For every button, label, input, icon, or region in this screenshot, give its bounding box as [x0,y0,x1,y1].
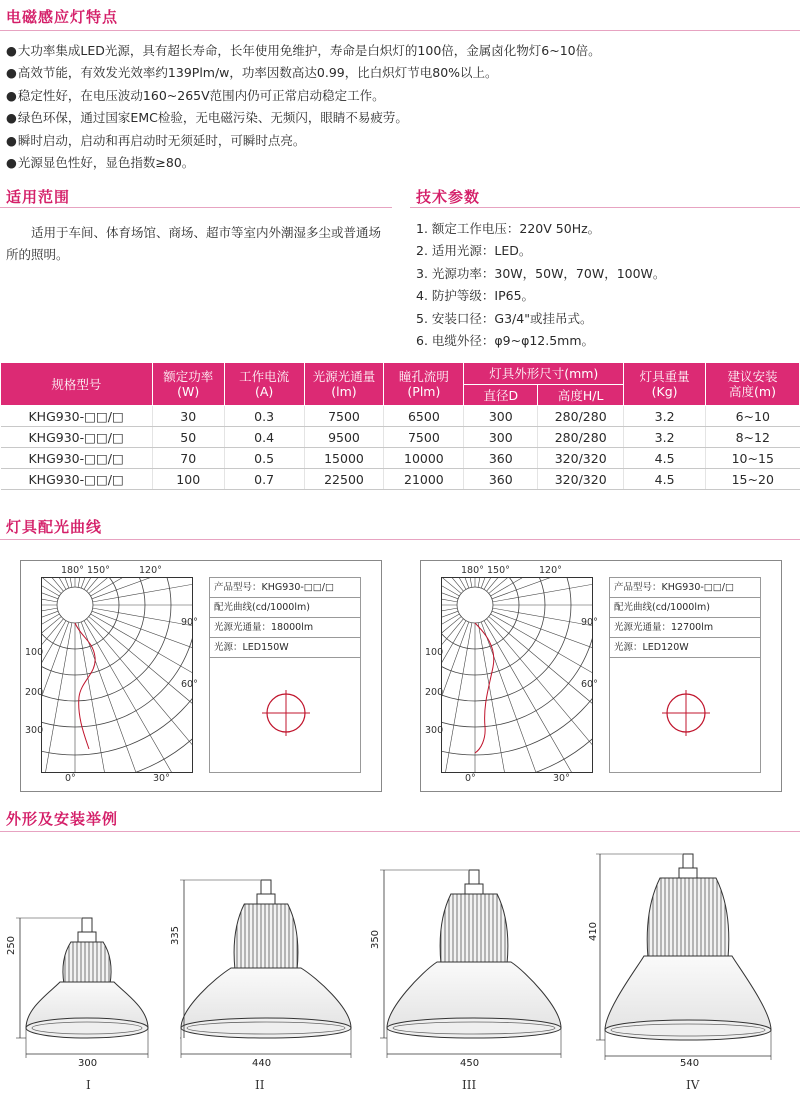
table-cell: 21000 [384,469,464,490]
table-row [1,469,800,490]
info-curve-unit: 配光曲线(cd/1000lm) [610,598,760,618]
table-cell: 0.3 [224,406,304,427]
usage-title: 适用范围 [6,188,71,206]
curve-info-1 [209,577,361,773]
table-cell: 280/280 [538,427,624,448]
angle-label: 0° [465,773,476,784]
info-source: 光源：LED150W [210,638,360,658]
table-cell: KHG930-□□/□ [1,448,153,469]
lamp-figure [180,880,351,1058]
polar-grid-2 [441,577,593,773]
table-cell: 3.2 [624,427,706,448]
angle-label: 60° [181,679,198,690]
lamp-height-label: 250 [6,935,18,956]
radial-label: 100 [425,647,444,658]
polar-grid-1 [41,577,193,773]
table-cell: 100 [152,469,224,490]
table-cell: 10000 [384,448,464,469]
table-cell: KHG930-□□/□ [1,427,153,448]
lamp-roman-label: II [255,1078,265,1092]
feature-item: ● 光源显色性好，显色指数≥80。 [6,152,796,174]
table-cell: 3.2 [624,406,706,427]
table-cell: 8~12 [706,427,800,448]
angle-label: 30° [553,773,570,784]
radial-label: 200 [25,687,44,698]
params-title: 技术参数 [416,188,481,206]
header-flux: 光源光通量 (lm) [304,363,384,406]
radial-label: 100 [25,647,44,658]
table-cell: KHG930-□□/□ [1,406,153,427]
table-cell: 7500 [384,427,464,448]
table-cell: 360 [464,448,538,469]
table-cell: 0.5 [224,448,304,469]
features-title-rule [0,30,800,31]
table-cell: 4.5 [624,448,706,469]
table-cell: 6500 [384,406,464,427]
info-source: 光源：LED120W [610,638,760,658]
param-item: 5. 安装口径：G3/4"或挂吊式。 [416,310,593,326]
feature-item: ● 稳定性好，在电压波动160~265V范围内仍可正常启动稳定工作。 [6,85,796,107]
feature-item: ● 大功率集成LED光源，具有超长寿命，长年使用免维护，寿命是白炽灯的100倍，金属卤化物灯6~10倍。 [6,40,796,62]
table-cell: 320/320 [538,469,624,490]
table-cell: 0.7 [224,469,304,490]
param-item: 1. 额定工作电压：220V 50Hz。 [416,221,601,236]
angle-label: 180° [461,565,484,576]
lamp-drawings [0,840,800,1070]
lamp-figure [16,918,148,1058]
table-cell: 4.5 [624,469,706,490]
angle-label: 60° [581,679,598,690]
table-cell: 50 [152,427,224,448]
info-curve-unit: 配光曲线(cd/1000lm) [210,598,360,618]
table-cell: 15000 [304,448,384,469]
table-cell: 280/280 [538,406,624,427]
feature-item: ● 绿色环保，通过国家EMC检验，无电磁污染、无频闪，眼睛不易疲劳。 [6,107,796,129]
usage-title-rule [0,207,392,208]
header-install: 建议安装 高度(m) [706,363,800,406]
param-item: 4. 防护等级：IP65。 [416,288,535,304]
crosshair-icon [660,688,712,738]
header-diameter: 直径D [464,385,538,406]
usage-text: 适用于车间、体育场馆、商场、超市等室内外潮湿多尘或普通场所的照明。 [6,225,382,262]
features-title: 电磁感应灯特点 [6,8,119,26]
lamp-figure [596,854,771,1060]
table-cell: KHG930-□□/□ [1,469,153,490]
table-cell: 7500 [304,406,384,427]
table-row [1,406,800,427]
param-item: 6. 电缆外径：φ9~φ12.5mm。 [416,332,595,348]
params-list [416,218,796,352]
shape-title: 外形及安装举例 [6,810,119,828]
table-cell: 70 [152,448,224,469]
angle-label: 0° [65,773,76,784]
lamp-figure [380,870,561,1058]
header-current: 工作电流 (A) [224,363,304,406]
header-model: 规格型号 [1,363,153,406]
table-cell: 6~10 [706,406,800,427]
info-model: 产品型号：KHG930-□□/□ [210,578,360,598]
angle-label: 90° [581,617,598,628]
lamp-width-label: 540 [680,1058,700,1069]
table-cell: 22500 [304,469,384,490]
param-item: 3. 光源功率：30W，50W，70W，100W。 [416,265,666,281]
lamp-width-label: 450 [460,1058,480,1069]
radial-label: 200 [425,687,444,698]
feature-item: ● 瞬时启动，启动和再启动时无须延时，可瞬时点亮。 [6,130,796,152]
info-model: 产品型号：KHG930-□□/□ [610,578,760,598]
crosshair-icon [260,688,312,738]
lamp-width-label: 300 [78,1058,98,1069]
radial-label: 300 [425,725,444,736]
table-cell: 10~15 [706,448,800,469]
table-cell: 360 [464,469,538,490]
lamp-height-label: 335 [170,925,182,946]
angle-label: 90° [181,617,198,628]
features-list [6,40,796,174]
curve-panel-1 [20,560,382,792]
params-title-rule [410,207,800,208]
header-dims: 灯具外形尺寸(mm) [464,363,624,385]
lamp-height-label: 350 [370,929,382,950]
angle-label: 150° [487,565,510,576]
lamp-roman-label: I [86,1078,91,1092]
header-weight: 灯具重量 (Kg) [624,363,706,406]
radial-label: 300 [25,725,44,736]
lamp-width-label: 440 [252,1058,272,1069]
lamp-roman-label: III [462,1078,477,1092]
table-cell: 30 [152,406,224,427]
param-item: 2. 适用光源：LED。 [416,243,532,259]
table-row [1,448,800,469]
info-flux: 光源光通量：18000lm [210,618,360,638]
spec-table [0,362,800,490]
angle-label: 120° [139,565,162,576]
feature-item: ● 高效节能，有效发光效率约139Plm/w，功率因数高达0.99，比白炽灯节电80%以上。 [6,62,796,84]
table-row [1,427,800,448]
table-cell: 15~20 [706,469,800,490]
angle-label: 120° [539,565,562,576]
angle-label: 30° [153,773,170,784]
table-cell: 300 [464,406,538,427]
lamp-height-label: 410 [588,921,600,942]
table-cell: 300 [464,427,538,448]
table-cell: 320/320 [538,448,624,469]
curve-title-rule [0,539,800,540]
angle-label: 180° [61,565,84,576]
shape-title-rule [0,831,800,832]
table-cell: 0.4 [224,427,304,448]
curve-panel-2 [420,560,782,792]
table-cell: 9500 [304,427,384,448]
header-power: 额定功率 (W) [152,363,224,406]
header-pupil: 瞳孔流明 (Plm) [384,363,464,406]
info-flux: 光源光通量：12700lm [610,618,760,638]
curve-info-2 [609,577,761,773]
header-height: 高度H/L [538,385,624,406]
curve-title: 灯具配光曲线 [6,518,103,536]
lamp-roman-label: IV [686,1078,700,1092]
angle-label: 150° [87,565,110,576]
